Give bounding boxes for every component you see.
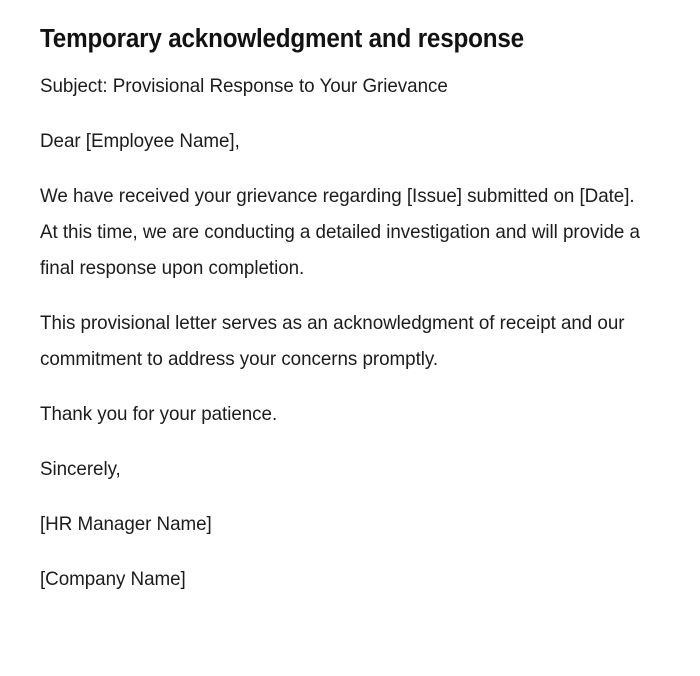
letter-body [40,68,640,597]
body-paragraph-2: This provisional letter serves as an acknowledgment of receipt and our commitment to address your concerns promptly. [40,312,625,370]
salutation-line: Dear [Employee Name], [40,130,240,152]
thanks-line: Thank you for your patience. [40,403,278,425]
body-paragraph-1: We have received your grievance regarding [Issue] submitted on [Date]. At this time, we are conducting a detailed investigation and will provide a final response upon completion. [40,185,640,279]
closing-line: Sincerely, [40,458,121,480]
subject-line: Subject: Provisional Response to Your Grievance [40,75,448,97]
company-name: [Company Name] [40,568,186,590]
page-title: Temporary acknowledgment and response [40,25,524,53]
signature-name: [HR Manager Name] [40,513,212,535]
